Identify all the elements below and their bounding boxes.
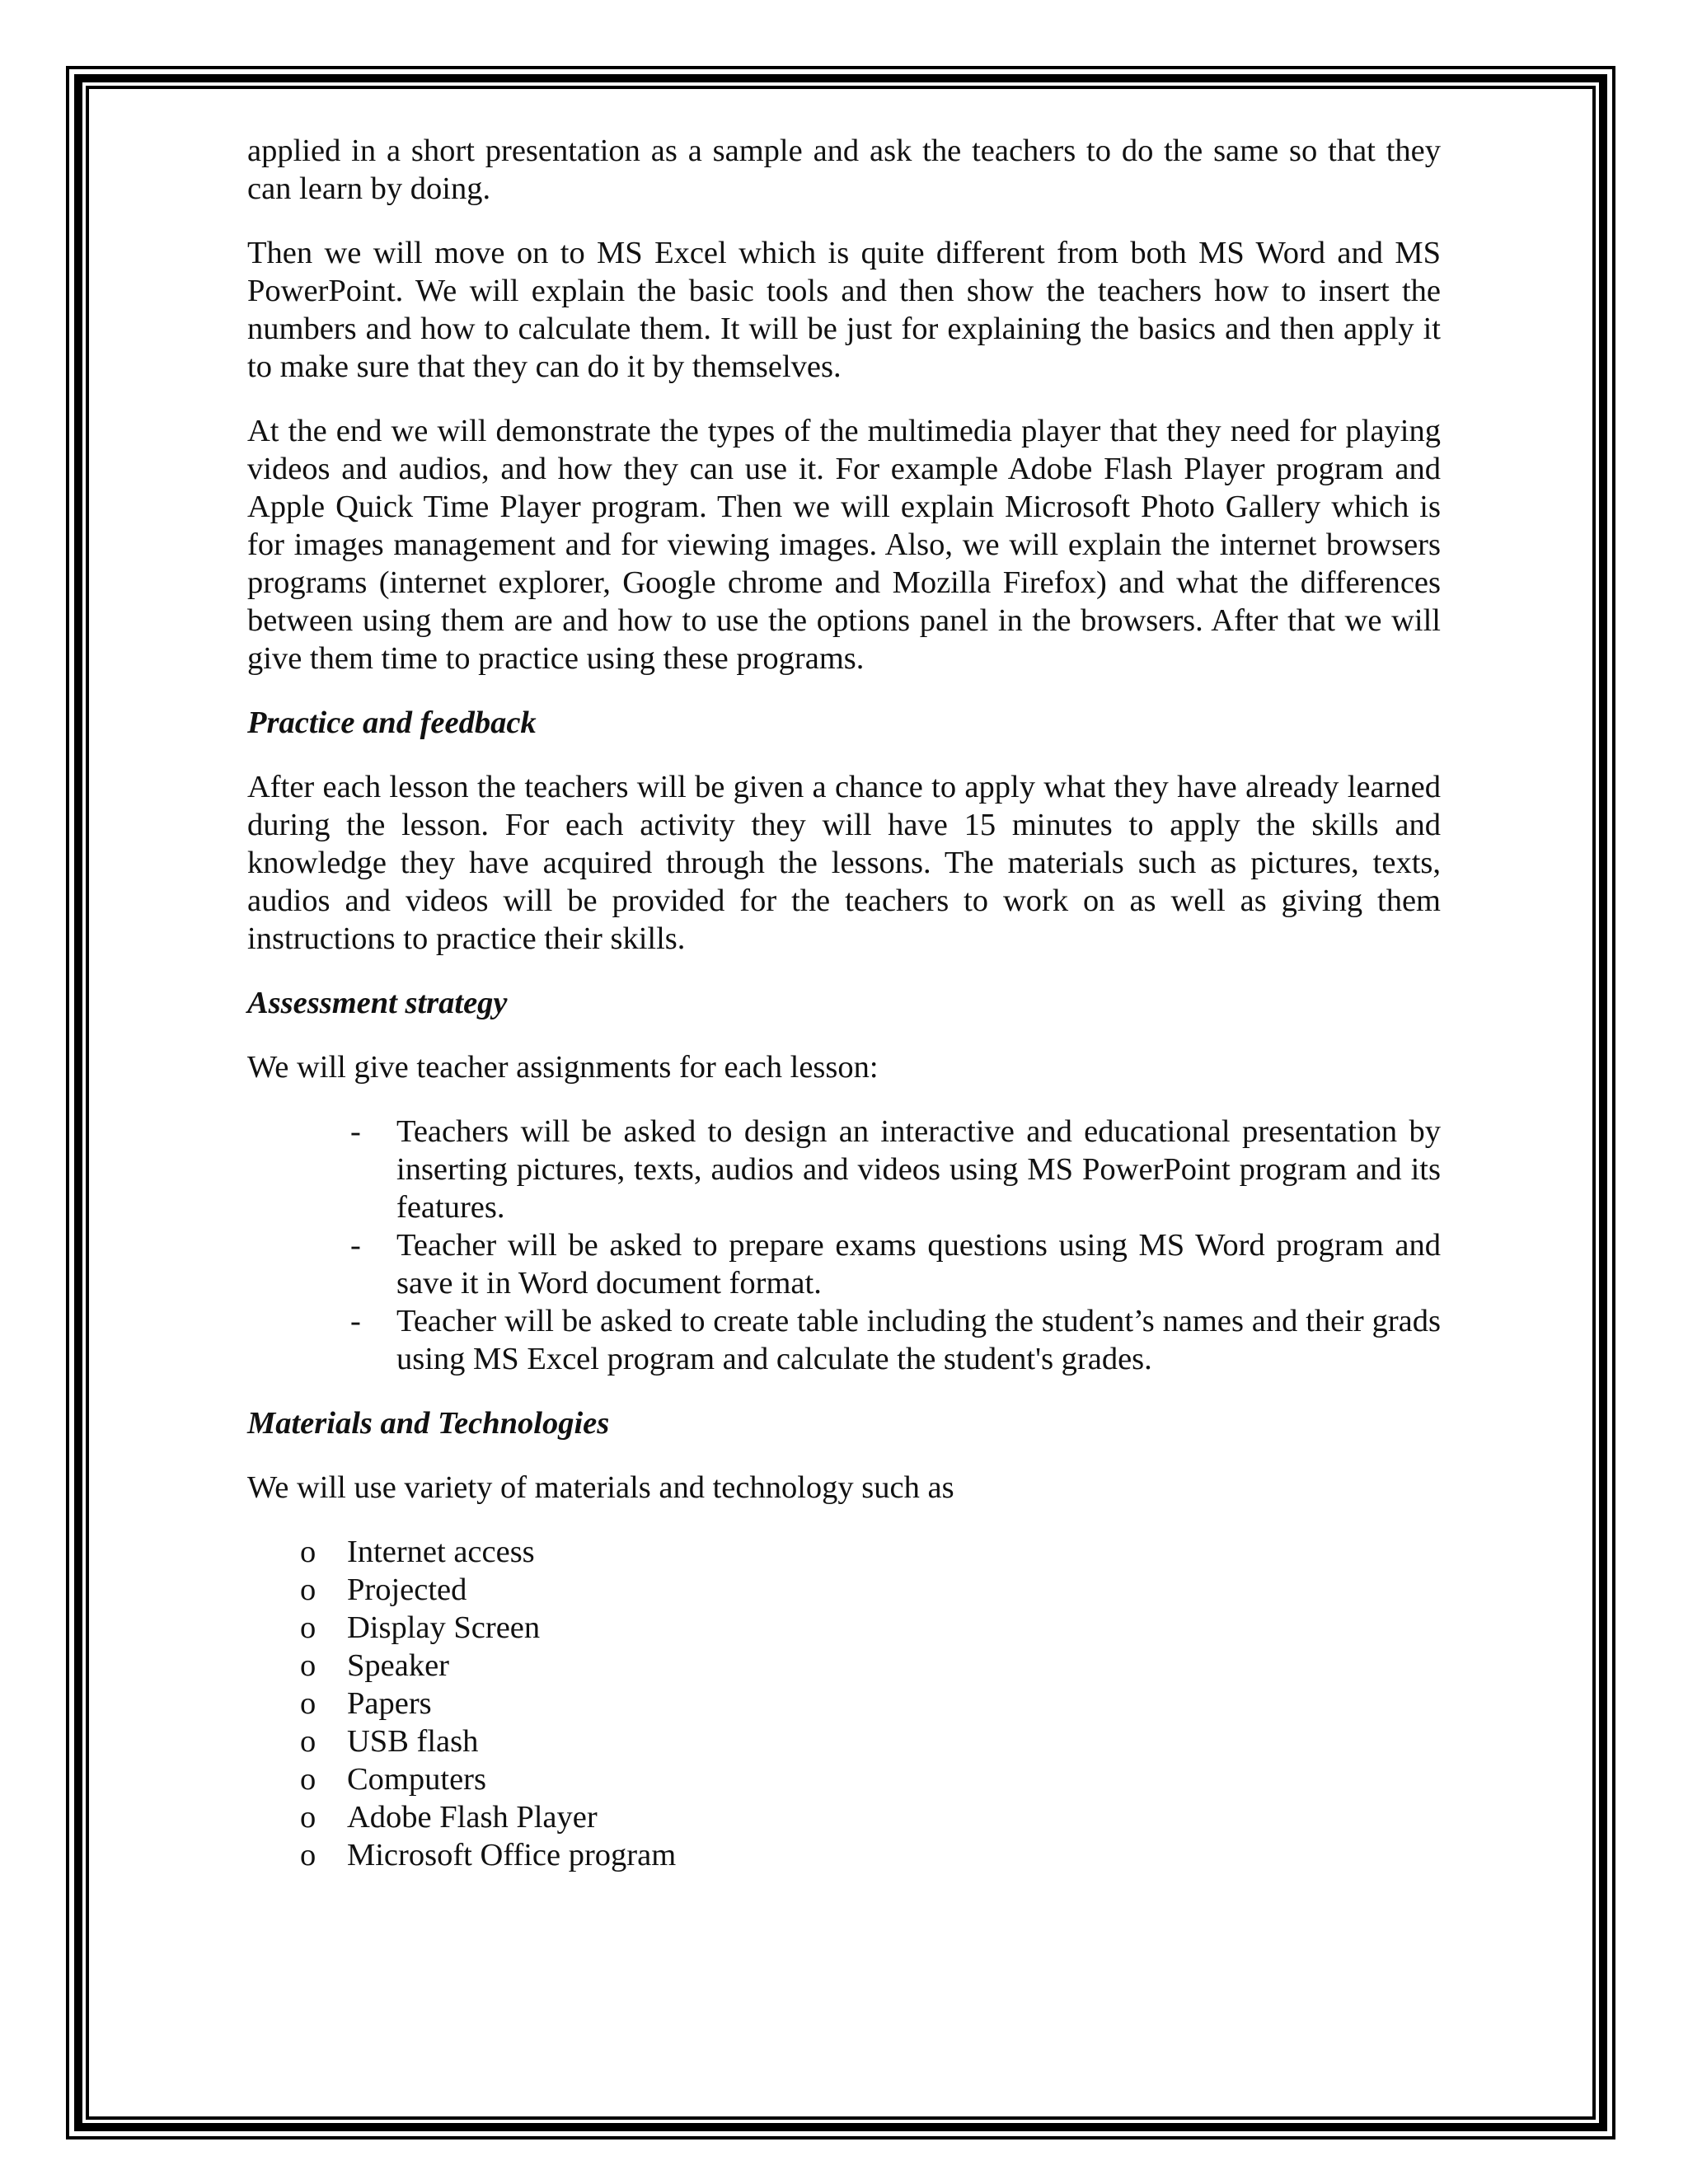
list-item-text: Computers [347,1762,486,1797]
paragraph-multimedia: At the end we will demonstrate the types of the multimedia player that they need for playing videos and audios, and how they can use it. For example Adobe Flash Player program and Apple Quick Time Player program. Then we will explain Microsoft Photo Gallery which is for images management and for viewing images. Also, we will explain the internet browsers programs (internet explorer, Google chrome and Mozilla Firefox) and what the differences between using them are and how to use the options panel in the browsers. After that we will give them time to practice using these programs. [247,414,1441,676]
list-item [247,1647,1441,1685]
list-item-text: Projected [347,1572,467,1607]
paragraph-practice-feedback: After each lesson the teachers will be given a chance to apply what they have already learned during the lesson. For each activity they will have 15 minutes to apply the skills and knowledge they have acquired through the lessons. The materials such as pictures, texts, audios and videos will be provided for the teachers to work on as well as giving them instructions to practice their skills. [247,770,1441,956]
circle-bullet-icon: o [300,1686,316,1721]
list-item [247,1722,1441,1760]
circle-bullet-icon: o [300,1610,316,1645]
list-item-text: Speaker [347,1648,449,1683]
list-item-text: Display Screen [347,1610,541,1645]
materials-list [247,1533,1441,1874]
list-item-text: Teacher will be asked to create table including the student’s names and their grads using MS Excel program and calculate the student's grades. [396,1304,1441,1376]
list-item-text: USB flash [347,1724,479,1759]
circle-bullet-icon: o [300,1572,316,1607]
circle-bullet-icon: o [300,1762,316,1797]
paragraph-ms-excel: Then we will move on to MS Excel which is quite different from both MS Word and MS PowerPoint. We will explain the basic tools and then show the teachers how to insert the numbers and how to calculate them. It will be just for explaining the basics and then apply it to make sure that they can do it by themselves. [247,236,1441,384]
heading-practice-feedback: Practice and feedback [247,705,537,740]
list-item-text: Teachers will be asked to design an interactive and educational presentation by inserting pictures, texts, audios and videos using MS PowerPoint program and its features. [396,1114,1441,1225]
dash-bullet-icon: - [350,1228,361,1263]
heading-assessment-strategy: Assessment strategy [247,986,508,1020]
list-item [247,1533,1441,1571]
list-item [247,1685,1441,1722]
list-item [247,1113,1441,1226]
list-item-text: Microsoft Office program [347,1838,677,1872]
list-item-text: Adobe Flash Player [347,1800,598,1835]
paragraph-presentation-continued: applied in a short presentation as a sample and ask the teachers to do the same so that they can learn by doing. [247,134,1441,206]
heading-materials-technologies: Materials and Technologies [247,1406,610,1441]
dash-bullet-icon: - [350,1304,361,1338]
circle-bullet-icon: o [300,1535,316,1569]
document-body [247,132,1441,1874]
assessment-list [247,1113,1441,1378]
list-item [247,1571,1441,1609]
circle-bullet-icon: o [300,1724,316,1759]
list-item-text: Papers [347,1686,432,1721]
list-item [247,1609,1441,1647]
circle-bullet-icon: o [300,1800,316,1835]
list-item [247,1798,1441,1836]
list-item-text: Teacher will be asked to prepare exams questions using MS Word program and save it in Word document format. [396,1228,1441,1301]
list-item [247,1302,1441,1378]
materials-intro: We will use variety of materials and technology such as [247,1470,954,1505]
dash-bullet-icon: - [350,1114,361,1149]
assessment-intro: We will give teacher assignments for each lesson: [247,1050,879,1085]
circle-bullet-icon: o [300,1648,316,1683]
circle-bullet-icon: o [300,1838,316,1872]
list-item [247,1226,1441,1302]
list-item [247,1760,1441,1798]
list-item [247,1836,1441,1874]
list-item-text: Internet access [347,1535,535,1569]
